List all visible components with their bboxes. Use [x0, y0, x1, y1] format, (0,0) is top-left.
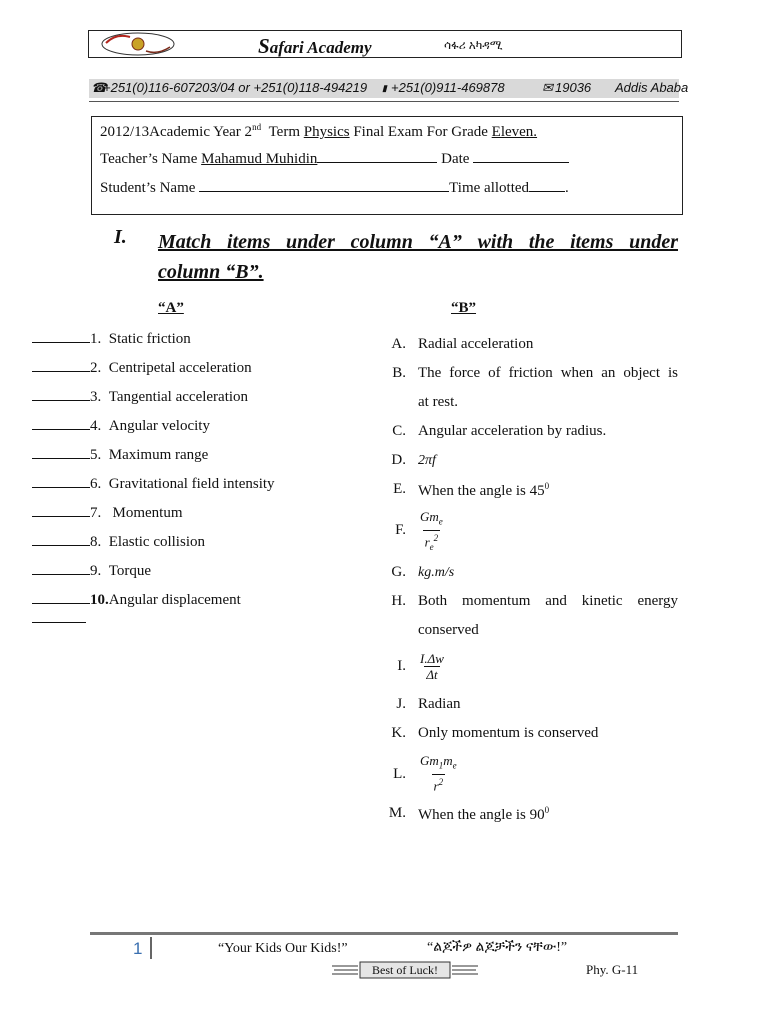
school-motto-amharic: “ልጆችዎ ልጆቻችን ናቸው!”: [427, 940, 568, 955]
option-letter: F.: [395, 522, 406, 538]
mobile-icon: ▮: [382, 83, 387, 93]
option-letter: A.: [391, 336, 406, 352]
option-text: Both momentum and kinetic energy: [418, 593, 678, 609]
answer-blank[interactable]: [32, 388, 90, 401]
option-text: The force of friction when an object is: [418, 365, 678, 381]
teacher-line: Teacher’s Name Mahamud Muhidin Date: [100, 151, 569, 168]
option-letter: M.: [388, 805, 406, 821]
option-letter: C.: [392, 423, 406, 439]
school-logo: [96, 31, 176, 57]
column-a-item: 5. Maximum range: [32, 446, 208, 464]
column-a-item: 8. Elastic collision: [32, 533, 205, 551]
column-a-item: 4. Angular velocity: [32, 417, 210, 435]
column-a-item: 3. Tangential acceleration: [32, 388, 248, 406]
column-b-header: “B”: [451, 300, 477, 316]
column-a-item: 10.Angular displacement: [32, 591, 241, 609]
option-text-continued: conserved: [418, 622, 479, 638]
option-letter: K.: [391, 725, 406, 741]
option-letter: D.: [391, 452, 406, 468]
answer-blank[interactable]: [32, 330, 90, 343]
option-text: When the angle is $45^0$: [418, 481, 550, 499]
column-a-item: 9. Torque: [32, 562, 151, 580]
option-text: Radial acceleration: [418, 336, 534, 352]
divider: [89, 101, 679, 102]
option-text: Only momentum is conserved: [418, 725, 599, 741]
option-letter: I.: [397, 658, 406, 674]
best-of-luck-banner: [330, 960, 480, 980]
column-a-header: “A”: [158, 300, 184, 316]
section-number: I.: [114, 226, 127, 248]
po-box: 19036: [555, 80, 592, 95]
answer-blank[interactable]: [32, 562, 90, 575]
school-name-amharic: ሳፋሪ አካዳሚ: [444, 38, 503, 52]
option-letter: G.: [391, 564, 406, 580]
option-formula: $\frac{Gm_e}{r_e^2}$: [418, 508, 445, 555]
contact-bar: [89, 79, 689, 98]
option-formula: 2πf: [418, 453, 436, 468]
answer-blank[interactable]: [32, 533, 90, 546]
option-letter: B.: [392, 365, 406, 381]
mail-icon: ✉: [542, 80, 553, 95]
option-letter: L.: [393, 766, 406, 782]
student-name-field[interactable]: [199, 191, 449, 192]
answer-blank-overflow[interactable]: [32, 622, 86, 623]
option-text-continued: at rest.: [418, 394, 458, 410]
page-number-divider: [150, 937, 152, 959]
answer-blank[interactable]: [32, 591, 90, 604]
date-field[interactable]: [473, 162, 569, 163]
best-of-luck-text: Best of Luck!: [372, 963, 438, 977]
phone-numbers: +251(0)116-607203/04 or +251(0)118-494219: [103, 80, 368, 95]
subject-code: Phy. G-11: [586, 962, 639, 977]
school-name: Safari Academy: [258, 34, 372, 58]
exam-title-line: 2012/13Academic Year 2nd Term Physics Final Exam For Grade Eleven.: [100, 122, 538, 140]
option-formula: $\frac{I.\Delta w}{\Delta t}$: [420, 651, 444, 682]
teacher-name: Mahamud Muhidin: [201, 151, 318, 167]
option-formula: $\frac{Gm_1m_e}{r^2}$: [420, 753, 457, 793]
column-a-item: 6. Gravitational field intensity: [32, 475, 275, 493]
header-frame: [88, 30, 682, 58]
school-motto: “Your Kids Our Kids!”: [218, 941, 348, 956]
option-letter: H.: [391, 593, 406, 609]
answer-blank[interactable]: [32, 417, 90, 430]
phone-icon: ☎: [91, 80, 108, 95]
grade: Eleven.: [491, 124, 538, 140]
option-text: When the angle is $90^0$: [418, 805, 550, 823]
student-line: Student’s Name Time allotted .: [100, 180, 569, 196]
option-text: Radian: [418, 696, 461, 712]
option-text: Angular acceleration by radius.: [418, 423, 607, 439]
page-number: 1: [133, 939, 143, 958]
answer-blank[interactable]: [32, 475, 90, 488]
column-a-item: 7. Momentum: [32, 504, 183, 522]
footer-rule: [90, 932, 678, 935]
option-letter: J.: [396, 696, 406, 712]
city: Addis Ababa: [615, 80, 689, 95]
subject: Physics: [303, 124, 350, 140]
answer-blank[interactable]: [32, 504, 90, 517]
instruction-line-1: Match items under column “A” with the items under: [158, 231, 678, 253]
column-a-item: 2. Centripetal acceleration: [32, 359, 252, 377]
option-formula: kg.m/s: [418, 565, 455, 580]
answer-blank[interactable]: [32, 446, 90, 459]
option-letter: E.: [393, 481, 406, 497]
answer-blank[interactable]: [32, 359, 90, 372]
column-a-item: 1. Static friction: [32, 330, 191, 348]
mobile-number: +251(0)911-469878: [391, 80, 505, 95]
time-field[interactable]: [529, 191, 565, 192]
instruction-line-2: column “B”.: [158, 261, 264, 283]
